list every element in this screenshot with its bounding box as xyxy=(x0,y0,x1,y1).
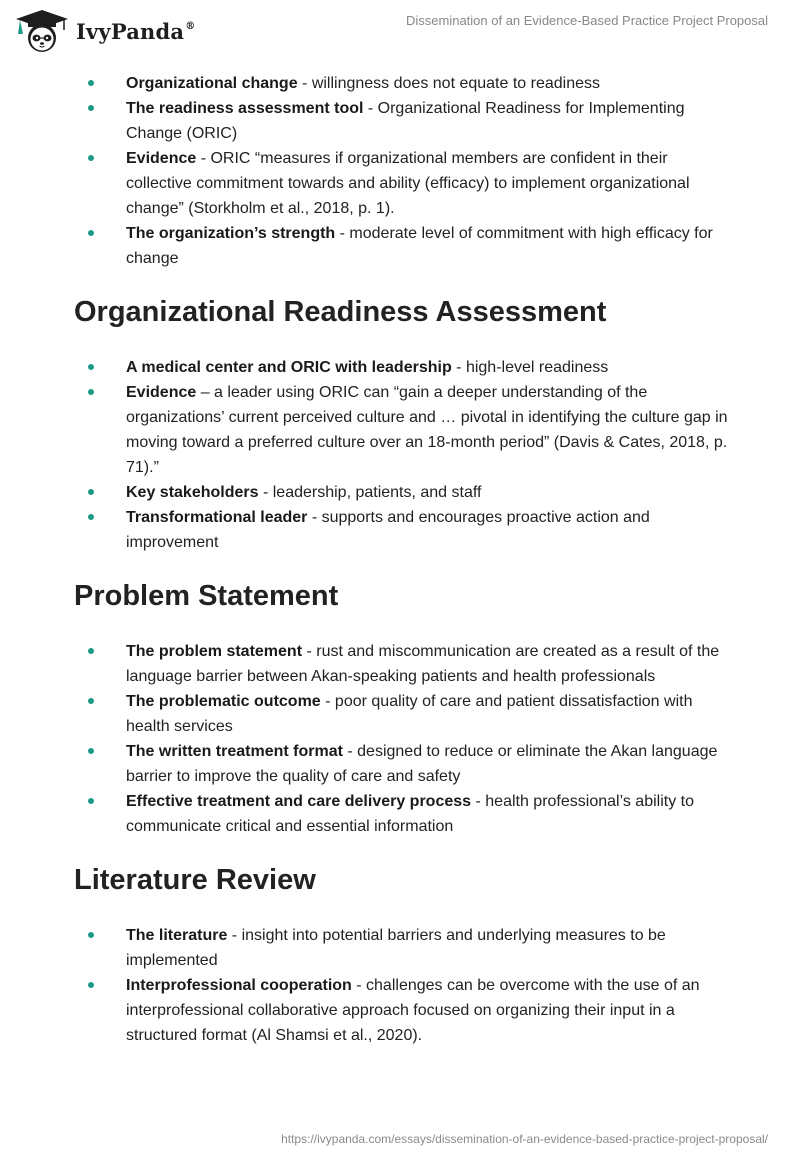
list-item-term: The written treatment format xyxy=(126,743,343,760)
list-item-term: The readiness assessment tool xyxy=(126,100,364,117)
panda-graduate-icon xyxy=(14,8,70,54)
list-item-term: Evidence xyxy=(126,150,197,167)
section-heading: Organizational Readiness Assessment xyxy=(74,296,607,328)
list-item-text: - Organizational Readiness for Implementing Change (ORIC) xyxy=(126,100,685,142)
list-item xyxy=(0,146,800,221)
sections-container xyxy=(0,293,800,1048)
document-content xyxy=(0,71,800,1048)
section-heading: Problem Statement xyxy=(74,580,339,612)
list-item-term: Key stakeholders xyxy=(126,484,259,501)
list-item-text: - insight into potential barriers and underlying measures to be implemented xyxy=(126,927,666,969)
bullet-dot-icon xyxy=(88,80,94,86)
section xyxy=(0,861,800,1048)
bullet-dot-icon xyxy=(88,798,94,804)
list-item xyxy=(0,789,800,839)
section xyxy=(0,293,800,555)
list-item-text: - high-level readiness xyxy=(451,359,609,376)
bullet-dot-icon xyxy=(88,105,94,111)
bullet-dot-icon xyxy=(88,648,94,654)
intro-bullet-list xyxy=(0,71,800,271)
section-heading: Literature Review xyxy=(74,864,316,896)
bullet-dot-icon xyxy=(88,514,94,520)
list-item-text: - leadership, patients, and staff xyxy=(258,484,482,501)
list-item-term: The problem statement xyxy=(126,643,303,660)
list-item-term: A medical center and ORIC with leadership xyxy=(126,359,452,376)
brand-logo[interactable] xyxy=(14,8,195,54)
bullet-dot-icon xyxy=(88,230,94,236)
list-item xyxy=(0,689,800,739)
list-item xyxy=(0,96,800,146)
bullet-dot-icon xyxy=(88,982,94,988)
list-item xyxy=(0,639,800,689)
list-item-text: - supports and encourages proactive action and improvement xyxy=(126,509,650,551)
section xyxy=(0,577,800,839)
list-item-text: – a leader using ORIC can “gain a deeper understanding of the organizations’ current perceived culture and … pivotal in identifying the culture gap in moving toward a preferred culture over an 18-month period” (Davis & Cates, 2018, p. 71).” xyxy=(126,384,728,476)
list-item-term: The literature xyxy=(126,927,228,944)
list-item xyxy=(0,923,800,973)
list-item-term: The problematic outcome xyxy=(126,693,321,710)
list-item-text: - rust and miscommunication are created as a result of the language barrier between Akan-speaking patients and health professionals xyxy=(126,643,720,685)
bullet-dot-icon xyxy=(88,489,94,495)
section-bullet-list xyxy=(0,355,800,555)
bullet-dot-icon xyxy=(88,748,94,754)
bullet-dot-icon xyxy=(88,389,94,395)
list-item xyxy=(0,973,800,1048)
bullet-dot-icon xyxy=(88,364,94,370)
list-item-term: Interprofessional cooperation xyxy=(126,977,352,994)
list-item-text: - moderate level of commitment with high efficacy for change xyxy=(126,225,713,267)
list-item xyxy=(0,71,800,96)
bullet-dot-icon xyxy=(88,932,94,938)
list-item xyxy=(0,505,800,555)
list-item-text: - willingness does not equate to readiness xyxy=(297,75,600,92)
list-item-text: - ORIC “measures if organizational members are confident in their collective commitment towards and ability (efficacy) to implement organizational change” (Storkholm et al., 2018, p. 1). xyxy=(126,150,690,217)
list-item-text: - designed to reduce or eliminate the Akan language barrier to improve the quality of care and safety xyxy=(126,743,718,785)
list-item xyxy=(0,355,800,380)
list-item xyxy=(0,380,800,480)
bullet-dot-icon xyxy=(88,698,94,704)
list-item xyxy=(0,480,800,505)
document-title: Dissemination of an Evidence-Based Practice Project Proposal xyxy=(405,13,768,28)
brand-name: IvyPanda® xyxy=(76,18,196,44)
list-item-text: - poor quality of care and patient dissatisfaction with health services xyxy=(126,693,693,735)
list-item-term: Organizational change xyxy=(126,75,298,92)
page-header xyxy=(0,0,800,60)
source-url[interactable]: https://ivypanda.com/essays/dissemination-of-an-evidence-based-practice-project-proposal/ xyxy=(281,1132,768,1146)
list-item-text: - health professional’s ability to communicate critical and essential information xyxy=(126,793,694,835)
section-bullet-list xyxy=(0,923,800,1048)
list-item-term: Effective treatment and care delivery process xyxy=(126,793,472,810)
list-item-text: - challenges can be overcome with the use of an interprofessional collaborative approach focused on organizing their input in a structured format (Al Shamsi et al., 2020). xyxy=(126,977,700,1044)
registered-mark: ® xyxy=(185,20,196,32)
section-bullet-list xyxy=(0,639,800,839)
bullet-dot-icon xyxy=(88,155,94,161)
list-item xyxy=(0,739,800,789)
list-item xyxy=(0,221,800,271)
list-item-term: Transformational leader xyxy=(126,509,308,526)
list-item-term: Evidence xyxy=(126,384,197,401)
list-item-term: The organization’s strength xyxy=(126,225,336,242)
